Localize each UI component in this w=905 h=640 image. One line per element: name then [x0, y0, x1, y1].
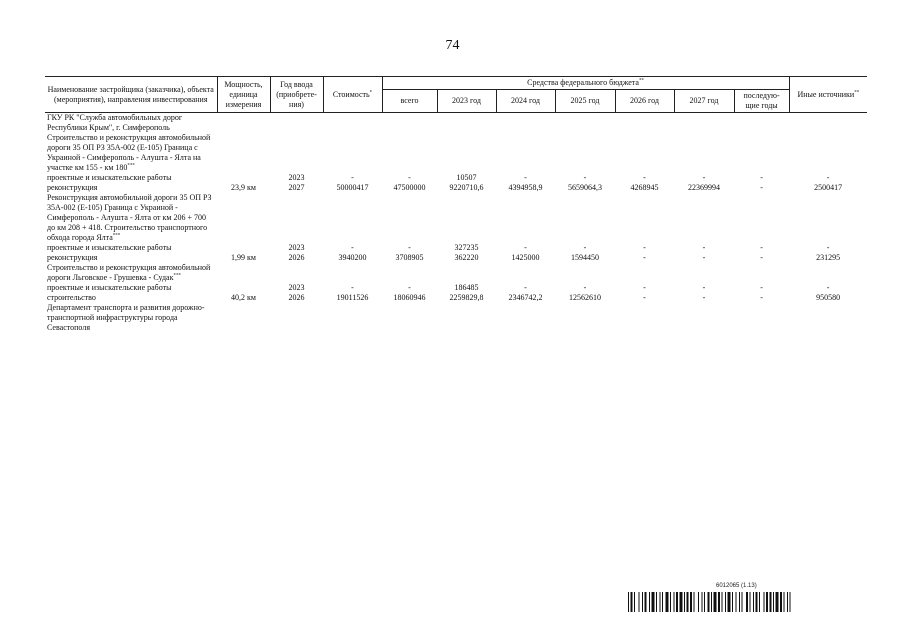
barcode-bar [784, 592, 785, 612]
barcode-bar [662, 592, 663, 612]
table-row [45, 293, 867, 303]
barcode-bar [702, 592, 703, 612]
cell-later: - [760, 243, 763, 252]
row-name-text: проектные и изыскательские работы [47, 283, 172, 292]
page-number: 74 [445, 38, 460, 53]
row-name [45, 133, 217, 173]
cell-y2024: - [524, 243, 527, 252]
cell-year: 2026 [288, 293, 305, 302]
empty-cell [674, 133, 734, 173]
barcode-bar [708, 592, 710, 612]
header-cost-note: * [369, 89, 373, 95]
cell-capacity [217, 173, 270, 183]
empty-cell [789, 133, 867, 173]
empty-cell [555, 303, 615, 333]
header-2024: 2024 год [496, 90, 555, 113]
barcode-bar [680, 592, 683, 612]
empty-cell [323, 133, 382, 173]
barcode-bar [628, 592, 629, 612]
cell-y2024: - [524, 173, 527, 182]
cell-capacity [217, 243, 270, 253]
cell-y2026: - [643, 173, 646, 182]
empty-cell [674, 193, 734, 243]
empty-cell [496, 193, 555, 243]
cell-total: 47500000 [393, 183, 426, 192]
investment-table [45, 76, 867, 333]
empty-cell [270, 133, 323, 173]
barcode-bar [639, 592, 640, 612]
cell-cost: 50000417 [336, 183, 369, 192]
row-name-text: строительство [47, 293, 96, 302]
empty-cell [270, 193, 323, 243]
empty-cell [217, 193, 270, 243]
barcode-bar [739, 592, 740, 612]
cell-y2023: 2259829,8 [449, 293, 484, 302]
barcode-bar [766, 592, 768, 612]
empty-cell [674, 303, 734, 333]
cell-other: - [826, 283, 830, 292]
empty-cell [382, 303, 437, 333]
barcode-bar [642, 592, 643, 612]
cell-y2025: 12562610 [569, 293, 601, 302]
empty-cell [496, 113, 555, 134]
barcode-bar [684, 592, 685, 612]
row-name-text: Строительство и реконструкция автомобильной дороги Льговское - Грушевка - Судак [47, 263, 211, 282]
cell-total: 3708905 [395, 253, 424, 262]
cell-y2027: - [702, 253, 706, 262]
table-row [45, 173, 867, 183]
row-name-text: Департамент транспорта и развития дорожно-транспортной инфраструктуры города Севастополя [47, 303, 205, 332]
barcode-bar [742, 592, 743, 612]
cell-cost: 3940200 [338, 253, 367, 262]
cell-capacity: 1,99 км [231, 253, 256, 262]
barcode-bar [674, 592, 675, 612]
row-name [45, 173, 217, 183]
cell-capacity [217, 283, 270, 293]
header-federal-note: ** [638, 78, 644, 84]
cell-later: - [760, 283, 763, 292]
cell-y2026: - [643, 293, 646, 302]
barcode-bar [750, 592, 751, 612]
cell-total: - [408, 243, 411, 252]
empty-cell [496, 303, 555, 333]
empty-cell [270, 113, 323, 134]
table-row [45, 193, 867, 243]
header-capacity: Мощность, единица измерения [217, 77, 270, 113]
cell-cost: - [351, 243, 354, 252]
cell-y2023: 10507 [456, 173, 477, 182]
barcode-bar [776, 592, 779, 612]
cell-capacity: 23,9 км [231, 183, 256, 192]
barcode-bar [714, 592, 717, 612]
row-name [45, 253, 217, 263]
row-name [45, 293, 217, 303]
empty-cell [270, 263, 323, 283]
empty-cell [437, 113, 496, 134]
cell-y2024: - [524, 283, 527, 292]
empty-cell [437, 263, 496, 283]
empty-cell [437, 303, 496, 333]
header-other [789, 77, 867, 113]
row-note: *** [112, 233, 121, 239]
cell-total: - [408, 173, 411, 182]
cell-later: - [760, 293, 763, 302]
empty-cell [555, 133, 615, 173]
empty-cell [323, 263, 382, 283]
cell-y2025: 1594450 [571, 253, 599, 262]
row-name-text: реконструкция [47, 183, 98, 192]
row-note: *** [127, 163, 135, 169]
cell-other: 950580 [816, 293, 841, 302]
row-name [45, 113, 217, 134]
header-row-top [45, 77, 867, 90]
barcode-bar [704, 592, 705, 612]
barcode [628, 583, 858, 613]
barcode-bar [649, 592, 650, 612]
empty-cell [382, 133, 437, 173]
header-cost-label: Стоимость [332, 89, 370, 99]
empty-cell [555, 113, 615, 134]
table-body [45, 113, 867, 334]
empty-cell [323, 113, 382, 134]
barcode-bar [770, 592, 772, 612]
empty-cell [674, 263, 734, 283]
cell-other: - [826, 243, 830, 252]
empty-cell [382, 193, 437, 243]
cell-cost: - [351, 173, 354, 182]
barcode-bar [634, 592, 635, 612]
barcode-bar [759, 592, 760, 612]
header-federal-label: Средства федерального бюджета [527, 78, 639, 87]
cell-y2027: - [702, 293, 706, 302]
empty-cell [437, 193, 496, 243]
cell-total: - [408, 283, 411, 292]
header-2027: 2027 год [674, 90, 734, 113]
table-row [45, 303, 867, 333]
cell-y2023: 9220710,6 [449, 183, 484, 192]
cell-other: 2500417 [814, 183, 843, 192]
cell-y2024: 1425000 [511, 253, 540, 262]
empty-cell [615, 303, 674, 333]
empty-cell [734, 303, 789, 333]
barcode-bar [718, 592, 720, 612]
header-name: Наименование застройщика (заказчика), объекта (мероприятия), направления инвестирования [45, 77, 217, 113]
cell-y2027: 22369994 [688, 183, 720, 192]
row-note: *** [173, 273, 181, 279]
header-2025: 2025 год [555, 90, 615, 113]
barcode-bar [698, 592, 699, 612]
row-name-text: ГКУ РК "Служба автомобильных дорог Республики Крым", г. Симферополь [47, 113, 183, 132]
empty-cell [789, 303, 867, 333]
empty-cell [615, 193, 674, 243]
header-other-label: Иные источники [797, 89, 855, 99]
barcode-bar [756, 592, 758, 612]
barcode-bar [722, 592, 723, 612]
table-row [45, 263, 867, 283]
cell-y2024: 2346742,2 [508, 293, 543, 302]
table-row [45, 183, 867, 193]
empty-cell [555, 263, 615, 283]
empty-cell [437, 133, 496, 173]
barcode-bar [711, 592, 712, 612]
barcode-bars [628, 592, 858, 612]
empty-cell [789, 193, 867, 243]
barcode-bar [787, 592, 788, 612]
cell-cost: 19011526 [336, 293, 369, 302]
barcode-bar [687, 592, 689, 612]
header-2026: 2026 год [615, 90, 674, 113]
empty-cell [674, 113, 734, 134]
cell-capacity: 40,2 км [231, 293, 256, 302]
cell-y2025: 5659064,3 [568, 183, 602, 192]
cell-y2023: 186485 [454, 283, 479, 292]
barcode-bar [670, 592, 671, 612]
row-name [45, 243, 217, 253]
row-name-text: Строительство и реконструкция автомобильной дороги 35 ОП РЗ 35А-002 (Е-105) Граница с Украиной - Симферополь - Алушта - Ялта на участке км 155 - км 180 [47, 133, 211, 172]
empty-cell [615, 133, 674, 173]
header-2023: 2023 год [437, 90, 496, 113]
table-row [45, 253, 867, 263]
cell-y2027: - [702, 173, 706, 182]
empty-cell [789, 263, 867, 283]
cell-y2025: - [583, 173, 587, 182]
empty-cell [323, 303, 382, 333]
barcode-bar [764, 592, 765, 612]
table-row [45, 283, 867, 293]
barcode-bar [660, 592, 661, 612]
barcode-bar [690, 592, 692, 612]
cell-year: 2026 [288, 253, 305, 262]
table-row [45, 133, 867, 173]
barcode-bar [746, 592, 748, 612]
empty-cell [270, 303, 323, 333]
barcode-bar [790, 592, 791, 612]
cell-total: 18060946 [393, 293, 426, 302]
cell-year: 2023 [288, 243, 305, 252]
barcode-bar [753, 592, 754, 612]
cell-year: 2023 [288, 173, 305, 182]
header-total: всего [382, 90, 437, 113]
empty-cell [217, 113, 270, 134]
row-name-text: Реконструкция автомобильной дороги 35 ОП РЗ 35А-002 (Е-105) Граница с Украиной - Симферополь - Алушта - Ялта от км 206 + 700 до км 208 + 418. Строительство транспортного обхода города Ялта [47, 193, 212, 242]
cell-y2026: - [643, 283, 646, 292]
empty-cell [382, 263, 437, 283]
cell-year: 2023 [288, 283, 305, 292]
row-name [45, 193, 217, 243]
empty-cell [734, 263, 789, 283]
empty-cell [734, 113, 789, 134]
barcode-bar [736, 592, 737, 612]
barcode-bar [631, 592, 633, 612]
barcode-bar [656, 592, 657, 612]
cell-later: - [760, 253, 763, 262]
empty-cell [734, 133, 789, 173]
barcode-text: 6012065 (1.13) [716, 583, 757, 589]
cell-later: - [760, 173, 763, 182]
empty-cell [217, 133, 270, 173]
cell-y2025: - [583, 243, 587, 252]
cell-y2023: 327235 [454, 243, 479, 252]
header-cost [323, 77, 382, 113]
row-name-text: проектные и изыскательские работы [47, 243, 172, 252]
header-later: последую- щие годы [734, 90, 789, 113]
cell-y2023: 362220 [454, 253, 479, 262]
row-name [45, 263, 217, 283]
header-other-note: ** [854, 89, 860, 95]
cell-year: 2027 [288, 183, 305, 192]
cell-y2026: - [643, 243, 646, 252]
empty-cell [217, 263, 270, 283]
row-name [45, 183, 217, 193]
empty-cell [382, 113, 437, 134]
barcode-bar [728, 592, 731, 612]
barcode-bar [694, 592, 695, 612]
header-year: Год ввода (приобрете- ния) [270, 77, 323, 113]
barcode-bar [666, 592, 669, 612]
empty-cell [734, 193, 789, 243]
empty-cell [323, 193, 382, 243]
empty-cell [496, 133, 555, 173]
barcode-bar [732, 592, 733, 612]
barcode-bar [725, 592, 726, 612]
cell-y2026: 4268945 [630, 183, 659, 192]
cell-y2025: - [583, 283, 587, 292]
row-name [45, 283, 217, 293]
empty-cell [555, 193, 615, 243]
cell-cost: - [351, 283, 354, 292]
barcode-bar [780, 592, 782, 612]
table-row [45, 113, 867, 134]
cell-y2026: - [643, 253, 646, 262]
header-federal-budget [382, 77, 789, 90]
cell-y2027: - [702, 283, 706, 292]
cell-y2027: - [702, 243, 706, 252]
row-name-text: реконструкция [47, 253, 98, 262]
empty-cell [615, 113, 674, 134]
row-name-text: проектные и изыскательские работы [47, 173, 172, 182]
cell-y2024: 4394958,9 [508, 183, 543, 192]
table-row [45, 243, 867, 253]
empty-cell [789, 113, 867, 134]
cell-other: - [826, 173, 830, 182]
empty-cell [496, 263, 555, 283]
barcode-bar [676, 592, 678, 612]
barcode-bar [773, 592, 774, 612]
empty-cell [217, 303, 270, 333]
row-name [45, 303, 217, 333]
barcode-bar [645, 592, 647, 612]
cell-later: - [760, 183, 763, 192]
empty-cell [615, 263, 674, 283]
barcode-bar [652, 592, 655, 612]
cell-other: 231295 [816, 253, 841, 262]
